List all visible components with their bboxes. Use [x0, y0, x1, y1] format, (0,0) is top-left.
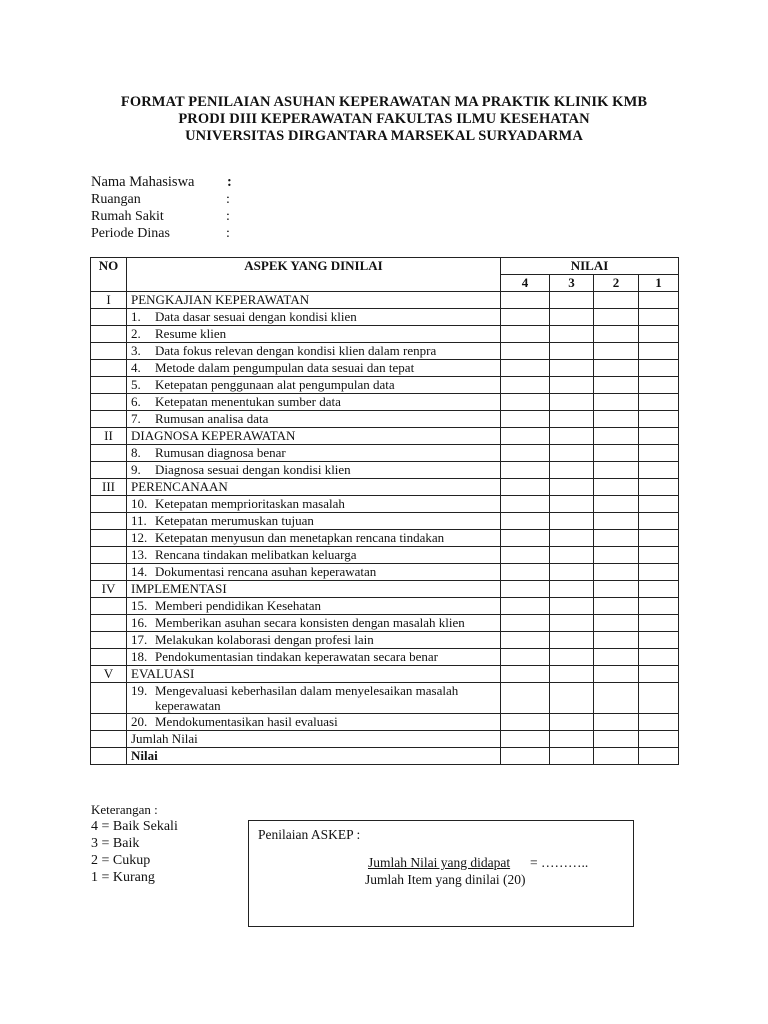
score-cell[interactable] — [594, 462, 639, 479]
score-cell[interactable] — [550, 411, 594, 428]
item-number: 5. — [131, 377, 141, 392]
item-text: Rumusan diagnosa benar — [155, 445, 286, 460]
item-text: Diagnosa sesuai dengan kondisi klien — [155, 462, 351, 477]
item-text: Mendokumentasikan hasil evaluasi — [155, 714, 338, 729]
item-number: 15. — [131, 598, 148, 613]
item-number: 14. — [131, 564, 148, 579]
score-cell[interactable] — [501, 748, 550, 765]
score-cell[interactable] — [639, 530, 679, 547]
score-cell[interactable] — [594, 513, 639, 530]
score-cell[interactable] — [639, 309, 679, 326]
item-row — [91, 360, 679, 377]
score-cell[interactable] — [594, 714, 639, 731]
item-number: 9. — [131, 462, 141, 477]
score-cell[interactable] — [501, 683, 550, 714]
score-cell[interactable] — [550, 564, 594, 581]
item-cell — [127, 649, 501, 666]
item-number: 18. — [131, 649, 148, 664]
section-number: IV — [91, 581, 127, 598]
item-number: 8. — [131, 445, 141, 460]
score-cell[interactable] — [550, 462, 594, 479]
item-text: Dokumentasi rencana asuhan keperawatan — [155, 564, 377, 579]
score-cell[interactable] — [639, 513, 679, 530]
score-cell[interactable] — [501, 598, 550, 615]
item-number: 11. — [131, 513, 147, 528]
item-no-cell — [91, 309, 127, 326]
item-cell — [127, 632, 501, 649]
score-cell[interactable] — [550, 666, 594, 683]
score-cell[interactable] — [550, 428, 594, 445]
formula-numerator: Jumlah Nilai yang didapat — [368, 855, 511, 870]
score-cell[interactable] — [550, 309, 594, 326]
penilaian-askep-box — [248, 820, 634, 927]
item-row — [91, 496, 679, 513]
score-cell[interactable] — [594, 632, 639, 649]
item-number: 7. — [131, 411, 141, 426]
section-row — [91, 292, 679, 309]
item-cell — [127, 445, 501, 462]
assessment-table — [90, 257, 679, 765]
colon: : — [226, 192, 230, 207]
score-cell[interactable] — [594, 731, 639, 748]
score-cell[interactable] — [594, 411, 639, 428]
score-cell[interactable] — [501, 714, 550, 731]
score-cell[interactable] — [594, 649, 639, 666]
score-cell[interactable] — [501, 462, 550, 479]
item-number: 2. — [131, 326, 141, 341]
score-cell[interactable] — [550, 530, 594, 547]
item-cell — [127, 496, 501, 513]
item-number: 3. — [131, 343, 141, 358]
score-cell[interactable] — [501, 632, 550, 649]
item-cell — [127, 326, 501, 343]
score-cell[interactable] — [594, 309, 639, 326]
item-row — [91, 683, 679, 714]
item-row — [91, 530, 679, 547]
score-cell[interactable] — [550, 649, 594, 666]
score-cell[interactable] — [550, 292, 594, 309]
section-number: V — [91, 666, 127, 683]
score-cell[interactable] — [550, 377, 594, 394]
item-cell — [127, 462, 501, 479]
item-number: 10. — [131, 496, 148, 511]
item-no-cell — [91, 394, 127, 411]
colon: : — [226, 226, 230, 241]
item-no-cell — [91, 714, 127, 731]
item-row — [91, 513, 679, 530]
item-text: Memberikan asuhan secara konsisten dengan masalah klien — [155, 615, 465, 630]
item-no-cell — [91, 615, 127, 632]
score-cell[interactable] — [550, 479, 594, 496]
score-cell[interactable] — [639, 292, 679, 309]
score-cell[interactable] — [501, 581, 550, 598]
score-cell[interactable] — [639, 326, 679, 343]
legend-3: 3 = Baik — [91, 836, 140, 851]
score-cell[interactable] — [550, 581, 594, 598]
score-cell[interactable] — [501, 394, 550, 411]
section-row — [91, 666, 679, 683]
score-cell[interactable] — [594, 479, 639, 496]
item-no-cell — [91, 530, 127, 547]
item-cell — [127, 598, 501, 615]
item-number: 19. — [131, 683, 148, 698]
score-cell[interactable] — [501, 360, 550, 377]
score-cell[interactable] — [550, 615, 594, 632]
item-no-cell — [91, 445, 127, 462]
score-cell[interactable] — [550, 748, 594, 765]
title-line-3: UNIVERSITAS DIRGANTARA MARSEKAL SURYADARMA — [185, 128, 583, 144]
item-number: 6. — [131, 394, 141, 409]
item-cell — [127, 547, 501, 564]
item-number: 4. — [131, 360, 141, 375]
item-text: Ketepatan menyusun dan menetapkan rencana tindakan — [155, 530, 445, 545]
item-cell — [127, 615, 501, 632]
item-text: Data fokus relevan dengan kondisi klien dalam renpra — [155, 343, 437, 358]
item-number: 16. — [131, 615, 148, 630]
score-cell[interactable] — [639, 714, 679, 731]
item-row — [91, 632, 679, 649]
item-no-cell — [91, 683, 127, 714]
item-row — [91, 615, 679, 632]
item-text: Resume klien — [155, 326, 227, 341]
jumlah-nilai-label: Jumlah Nilai — [127, 731, 501, 748]
header-aspek: ASPEK YANG DINILAI — [127, 258, 501, 292]
item-row — [91, 343, 679, 360]
score-cell[interactable] — [639, 731, 679, 748]
item-no-cell — [91, 377, 127, 394]
score-cell[interactable] — [550, 632, 594, 649]
score-cell[interactable] — [501, 530, 550, 547]
score-cell[interactable] — [501, 292, 550, 309]
item-no-cell — [91, 411, 127, 428]
score-cell[interactable] — [639, 360, 679, 377]
score-2-header: 2 — [594, 275, 639, 292]
keterangan-title: Keterangan : — [91, 802, 158, 817]
score-cell[interactable] — [550, 513, 594, 530]
label-periode: Periode Dinas — [91, 226, 170, 241]
item-no-cell — [91, 547, 127, 564]
title-line-1: FORMAT PENILAIAN ASUHAN KEPERAWATAN MA PRAKTIK KLINIK KMB — [120, 94, 648, 110]
item-text: Pendokumentasian tindakan keperawatan secara benar — [155, 649, 438, 664]
assessment-table-body — [91, 258, 679, 765]
score-cell[interactable] — [639, 615, 679, 632]
section-row — [91, 428, 679, 445]
header-nilai: NILAI — [501, 258, 679, 275]
formula-equals: = ……….. — [530, 855, 589, 870]
item-cell — [127, 394, 501, 411]
score-cell[interactable] — [501, 496, 550, 513]
score-cell[interactable] — [594, 326, 639, 343]
score-cell[interactable] — [594, 394, 639, 411]
item-no-cell — [91, 496, 127, 513]
score-cell[interactable] — [501, 731, 550, 748]
score-cell[interactable] — [501, 326, 550, 343]
item-row — [91, 649, 679, 666]
score-cell[interactable] — [501, 377, 550, 394]
header-row — [91, 258, 679, 275]
item-no-cell — [91, 326, 127, 343]
item-text: Metode dalam pengumpulan data sesuai dan tepat — [155, 360, 415, 375]
item-number: 1. — [131, 309, 141, 324]
item-cell — [127, 564, 501, 581]
section-title: IMPLEMENTASI — [127, 581, 501, 598]
score-cell[interactable] — [594, 547, 639, 564]
item-cell — [127, 360, 501, 377]
score-cell[interactable] — [594, 615, 639, 632]
score-cell[interactable] — [639, 496, 679, 513]
section-number: I — [91, 292, 127, 309]
item-no-cell — [91, 632, 127, 649]
item-row — [91, 394, 679, 411]
item-text: Melakukan kolaborasi dengan profesi lain — [155, 632, 374, 647]
score-cell[interactable] — [639, 581, 679, 598]
score-cell[interactable] — [550, 714, 594, 731]
score-cell[interactable] — [550, 598, 594, 615]
item-cell — [127, 377, 501, 394]
score-cell[interactable] — [550, 496, 594, 513]
score-cell[interactable] — [550, 326, 594, 343]
score-cell[interactable] — [550, 445, 594, 462]
item-text: Rencana tindakan melibatkan keluarga — [155, 547, 357, 562]
item-no-cell — [91, 564, 127, 581]
penilaian-title: Penilaian ASKEP : — [258, 827, 361, 842]
nilai-total-label: Nilai — [127, 748, 501, 765]
section-number: III — [91, 479, 127, 496]
legend-2: 2 = Cukup — [91, 853, 151, 868]
item-row — [91, 411, 679, 428]
item-row — [91, 598, 679, 615]
item-no-cell — [91, 513, 127, 530]
label-nama: Nama Mahasiswa — [91, 174, 195, 190]
colon: : — [227, 174, 232, 190]
score-cell[interactable] — [501, 445, 550, 462]
item-cell — [127, 309, 501, 326]
item-no-cell — [91, 649, 127, 666]
score-cell[interactable] — [639, 479, 679, 496]
score-cell[interactable] — [594, 748, 639, 765]
score-cell[interactable] — [639, 632, 679, 649]
score-cell[interactable] — [594, 666, 639, 683]
score-cell[interactable] — [639, 547, 679, 564]
item-no-cell — [91, 343, 127, 360]
score-3-header: 3 — [550, 275, 594, 292]
score-cell[interactable] — [501, 309, 550, 326]
score-cell[interactable] — [594, 360, 639, 377]
legend-1: 1 = Kurang — [91, 870, 155, 885]
score-cell[interactable] — [639, 445, 679, 462]
score-4-header: 4 — [501, 275, 550, 292]
score-1-header: 1 — [639, 275, 679, 292]
item-row — [91, 564, 679, 581]
score-cell[interactable] — [639, 683, 679, 714]
item-text: Memberi pendidikan Kesehatan — [155, 598, 322, 613]
score-cell[interactable] — [501, 547, 550, 564]
score-cell[interactable] — [639, 462, 679, 479]
score-cell[interactable] — [550, 394, 594, 411]
item-row — [91, 309, 679, 326]
item-no-cell — [91, 360, 127, 377]
score-cell[interactable] — [501, 649, 550, 666]
legend-4: 4 = Baik Sekali — [91, 819, 178, 834]
score-cell[interactable] — [550, 343, 594, 360]
section-title: DIAGNOSA KEPERAWATAN — [127, 428, 501, 445]
score-cell[interactable] — [550, 547, 594, 564]
item-row — [91, 547, 679, 564]
score-cell[interactable] — [639, 666, 679, 683]
score-cell[interactable] — [594, 428, 639, 445]
empty-no-cell — [91, 748, 127, 765]
score-cell[interactable] — [594, 683, 639, 714]
score-cell[interactable] — [501, 615, 550, 632]
section-row — [91, 479, 679, 496]
score-cell[interactable] — [639, 598, 679, 615]
score-cell[interactable] — [639, 748, 679, 765]
section-number: II — [91, 428, 127, 445]
score-cell[interactable] — [594, 581, 639, 598]
item-text: Ketepatan menentukan sumber data — [155, 394, 341, 409]
item-cell — [127, 683, 501, 714]
formula-denominator: Jumlah Item yang dinilai (20) — [365, 872, 526, 887]
section-row — [91, 581, 679, 598]
score-cell[interactable] — [501, 513, 550, 530]
label-rumah-sakit: Rumah Sakit — [91, 209, 164, 224]
score-cell[interactable] — [501, 343, 550, 360]
score-cell[interactable] — [550, 731, 594, 748]
score-cell[interactable] — [594, 292, 639, 309]
keterangan-legend — [91, 801, 178, 886]
score-cell[interactable] — [594, 377, 639, 394]
score-cell[interactable] — [639, 428, 679, 445]
score-cell[interactable] — [501, 411, 550, 428]
item-number: 12. — [131, 530, 148, 545]
item-text-continued: keperawatan — [155, 698, 221, 713]
item-number: 17. — [131, 632, 148, 647]
score-cell[interactable] — [639, 394, 679, 411]
item-text: Ketepatan merumuskan tujuan — [155, 513, 314, 528]
item-text: Rumusan analisa data — [155, 411, 269, 426]
header-no: NO — [91, 258, 127, 292]
score-cell[interactable] — [639, 343, 679, 360]
item-cell — [127, 343, 501, 360]
item-number: 20. — [131, 714, 148, 729]
score-cell[interactable] — [550, 683, 594, 714]
item-row — [91, 377, 679, 394]
score-cell[interactable] — [594, 598, 639, 615]
score-cell[interactable] — [639, 649, 679, 666]
score-cell[interactable] — [639, 564, 679, 581]
item-row — [91, 714, 679, 731]
score-cell[interactable] — [501, 479, 550, 496]
item-no-cell — [91, 598, 127, 615]
score-cell[interactable] — [550, 360, 594, 377]
item-no-cell — [91, 462, 127, 479]
title-line-2: PRODI DIII KEPERAWATAN FAKULTAS ILMU KESEHATAN — [178, 111, 590, 127]
item-cell — [127, 530, 501, 547]
score-cell[interactable] — [594, 530, 639, 547]
label-ruangan: Ruangan — [91, 192, 141, 207]
nilai-total-row — [91, 748, 679, 765]
item-cell — [127, 411, 501, 428]
section-title: EVALUASI — [127, 666, 501, 683]
document-title — [0, 94, 768, 145]
score-cell[interactable] — [594, 496, 639, 513]
item-number: 13. — [131, 547, 148, 562]
score-cell[interactable] — [594, 343, 639, 360]
score-cell[interactable] — [594, 445, 639, 462]
item-text: Ketepatan memprioritaskan masalah — [155, 496, 345, 511]
item-text: Ketepatan penggunaan alat pengumpulan data — [155, 377, 395, 392]
item-row — [91, 462, 679, 479]
jumlah-nilai-row — [91, 731, 679, 748]
score-cell[interactable] — [639, 377, 679, 394]
score-cell[interactable] — [639, 411, 679, 428]
item-row — [91, 326, 679, 343]
item-text: Data dasar sesuai dengan kondisi klien — [155, 309, 357, 324]
score-cell[interactable] — [594, 564, 639, 581]
item-row — [91, 445, 679, 462]
section-title: PERENCANAAN — [127, 479, 501, 496]
section-title: PENGKAJIAN KEPERAWATAN — [127, 292, 501, 309]
score-cell[interactable] — [501, 564, 550, 581]
score-cell[interactable] — [501, 666, 550, 683]
colon: : — [226, 209, 230, 224]
empty-no-cell — [91, 731, 127, 748]
item-cell — [127, 714, 501, 731]
item-cell — [127, 513, 501, 530]
item-text: Mengevaluasi keberhasilan dalam menyelesaikan masalah — [155, 683, 459, 698]
score-cell[interactable] — [501, 428, 550, 445]
